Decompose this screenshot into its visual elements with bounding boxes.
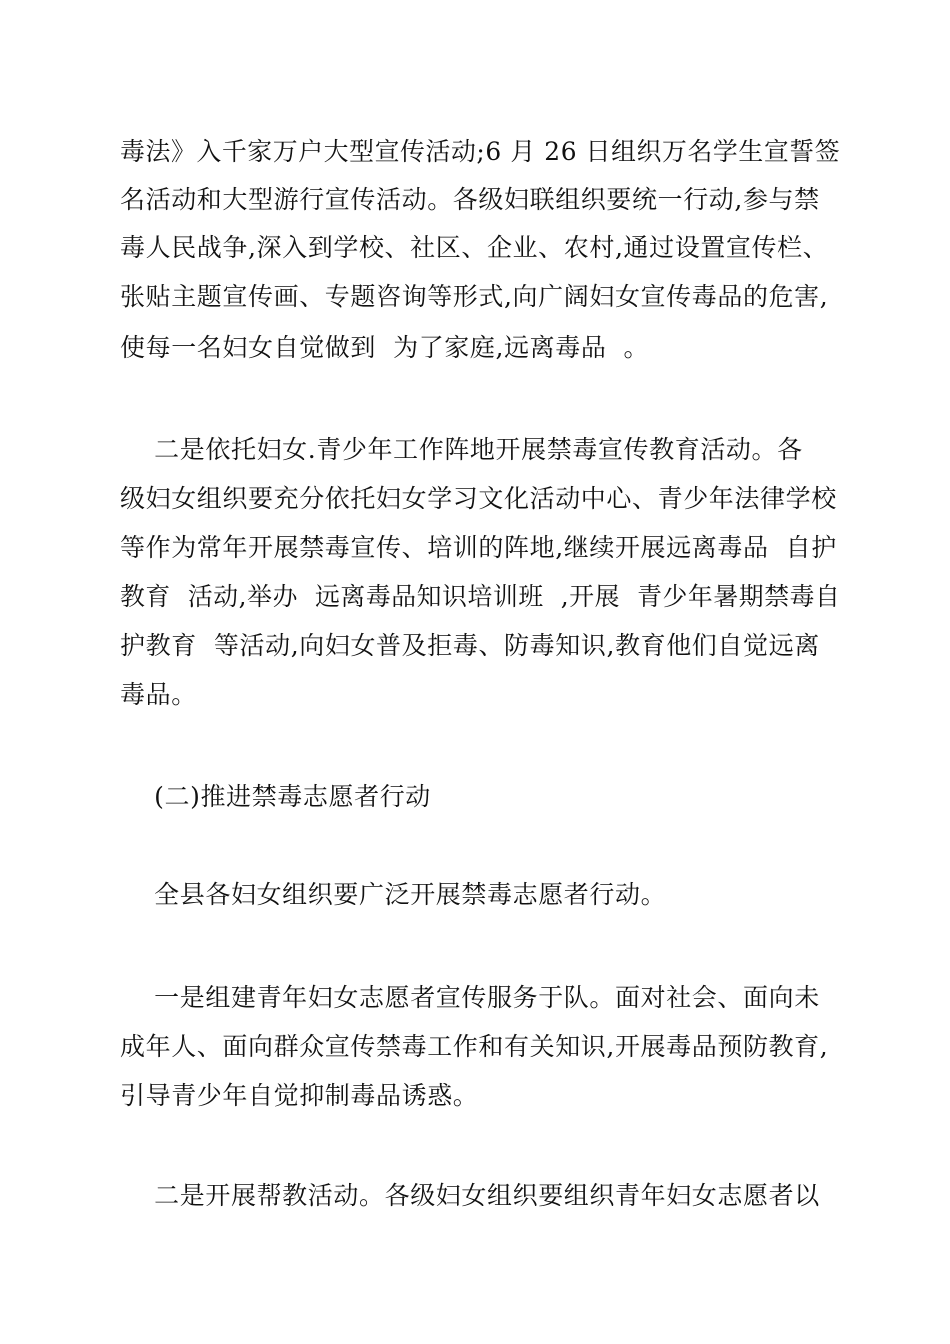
- text-line: 名活动和大型游行宣传活动。各级妇联组织要统一行动,参与禁: [120, 185, 820, 214]
- text-line: 级妇女组织要充分依托妇女学习文化活动中心、青少年法律学校: [120, 484, 837, 513]
- text-line: 毒法》入千家万户大型宣传活动;6 月 26 日组织万名学生宣誓签: [120, 137, 841, 166]
- text-line: 等作为常年开展禁毒宣传、培训的阵地,继续开展远离毒品 自护: [120, 533, 837, 562]
- text-line: 二是开展帮教活动。各级妇女组织要组织青年妇女志愿者以: [120, 1181, 820, 1210]
- text-line: 二是依托妇女.青少年工作阵地开展禁毒宣传教育活动。各: [120, 435, 803, 464]
- text-line: 成年人、面向群众宣传禁毒工作和有关知识,开展毒品预防教育,: [120, 1032, 829, 1061]
- text-line: 全县各妇女组织要广泛开展禁毒志愿者行动。: [120, 880, 667, 909]
- text-line: 使每一名妇女自觉做到 为了家庭,远离毒品 。: [120, 333, 650, 362]
- text-line: 教育 活动,举办 远离毒品知识培训班 ,开展 青少年暑期禁毒自: [120, 582, 841, 611]
- text-line: 张贴主题宣传画、专题咨询等形式,向广阔妇女宣传毒品的危害,: [120, 282, 829, 311]
- text-line: (二)推进禁毒志愿者行动: [120, 782, 431, 811]
- text-line: 引导青少年自觉抑制毒品诱惑。: [120, 1081, 479, 1110]
- text-line: 一是组建青年妇女志愿者宣传服务于队。面对社会、面向未: [120, 983, 820, 1012]
- text-line: 护教育 等活动,向妇女普及拒毒、防毒知识,教育他们自觉远离: [120, 631, 820, 660]
- text-line: 毒品。: [120, 680, 197, 709]
- text-line: 毒人民战争,深入到学校、社区、企业、农村,通过设置宣传栏、: [120, 233, 829, 262]
